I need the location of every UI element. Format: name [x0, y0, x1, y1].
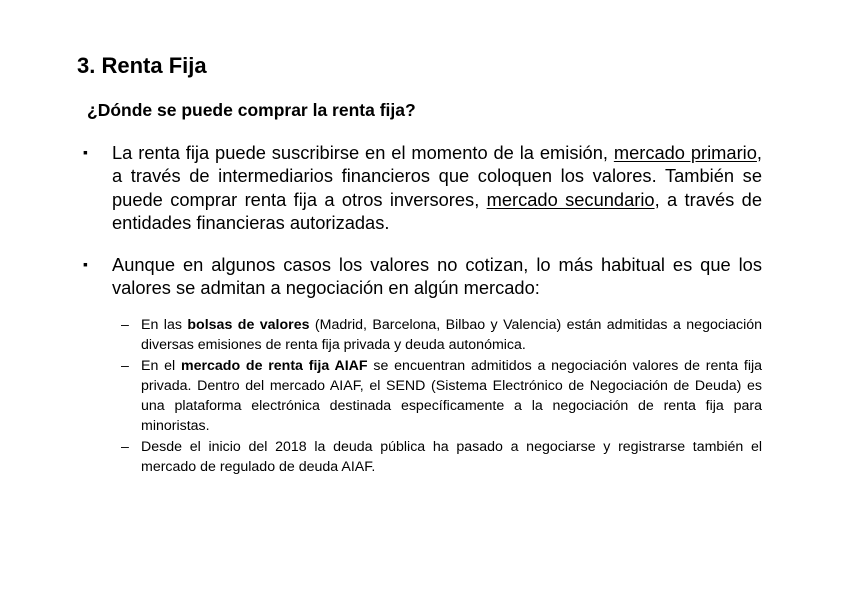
bolsas-de-valores-term: bolsas de valores — [187, 317, 310, 333]
bullet-text: , a través de intermediarios financieros que coloquen los valores. También se puede comprar renta fija a otros inversores, — [112, 142, 762, 210]
mercado-aiaf-term: mercado de renta fija AIAF — [180, 358, 368, 374]
square-bullet-icon: ▪ — [83, 256, 88, 272]
sub-bullet-text: se encuentran admitidos a negociación valores de renta fija privada. Dentro del mercado AIAF, el SEND (Sistema Electrónico de Negociación de Deuda) es una plataforma electrónica destinada específicamente a la negociación de renta fija para minoristas. — [141, 358, 763, 434]
sub-bullet-text: En el — [141, 358, 181, 374]
slide-subtitle: ¿Dónde se puede comprar la renta fija? — [87, 100, 416, 120]
sub-bullet-item — [121, 315, 763, 355]
dash-bullet-icon: – — [121, 358, 129, 374]
sub-bullet-text: (Madrid, Barcelona, Bilbao y Valencia) están admitidas a negociación diversas emisiones de renta fija privada y deuda autonómica. — [141, 317, 763, 353]
dash-bullet-icon: – — [121, 317, 129, 333]
sub-bullet-item — [121, 356, 763, 436]
bullet-text: Aunque en algunos casos los valores no cotizan, lo más habitual es que los valores se admitan a negociación en algún mercado: — [112, 254, 762, 299]
mercado-primario-term: mercado primario — [613, 142, 757, 163]
square-bullet-icon: ▪ — [83, 144, 88, 160]
bullet-item — [83, 141, 762, 234]
sub-bullet-text: Desde el inicio del 2018 la deuda pública ha pasado a negociarse y registrarse también el mercado de regulado de deuda AIAF. — [141, 439, 762, 475]
dash-bullet-icon: – — [121, 439, 129, 455]
sub-bullet-item — [121, 437, 762, 477]
sub-bullet-text: En las — [141, 317, 188, 333]
mercado-secundario-term: mercado secundario — [486, 188, 655, 210]
bullet-text: , a través de entidades financieras autorizadas. — [112, 188, 762, 233]
slide-title: 3. Renta Fija — [77, 53, 207, 78]
bullet-item — [83, 253, 762, 300]
bullet-text: La renta fija puede suscribirse en el momento de la emisión, — [112, 142, 614, 163]
